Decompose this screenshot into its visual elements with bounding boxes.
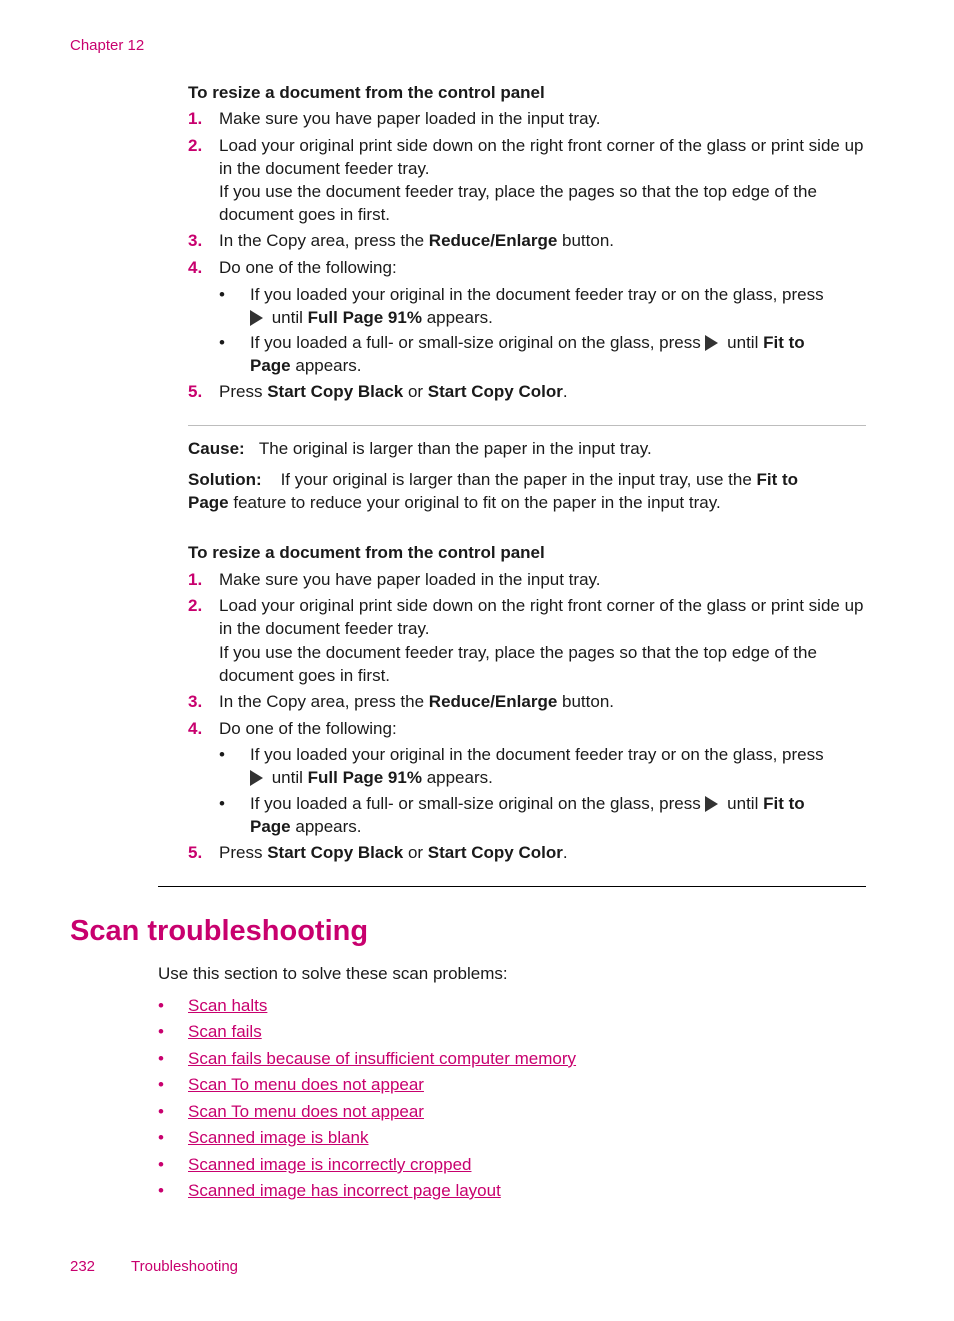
right-arrow-icon (250, 770, 263, 786)
step-text: Load your original print side down on the right front corner of the glass or print side up in the document feeder tray. (219, 136, 864, 178)
link-scan-to-menu-2[interactable]: Scan To menu does not appear (188, 1102, 424, 1121)
link-scan-fails-memory[interactable]: Scan fails because of insufficient computer memory (188, 1049, 577, 1068)
step-note: If you use the document feeder tray, place the pages so that the top edge of the document goes in first. (219, 182, 817, 224)
link-bullet: • (158, 1181, 164, 1200)
link-scan-halts[interactable]: Scan halts (188, 996, 268, 1015)
link-bullet: • (158, 996, 164, 1015)
link-bullet: • (158, 1128, 164, 1147)
step-number: 3. (188, 231, 203, 250)
right-arrow-icon (250, 310, 263, 326)
step-number: 1. (188, 570, 203, 589)
chapter-label: Chapter 12 (70, 37, 145, 54)
step-number: 4. (188, 258, 203, 277)
section-heading: To resize a document from the control panel (188, 83, 545, 102)
link-image-blank[interactable]: Scanned image is blank (188, 1128, 369, 1147)
footer-section: Troubleshooting (131, 1258, 239, 1275)
solution-text: Solution: If your original is larger than the paper in the input tray, use the Fit to Page feature to reduce your original to fit on the paper in the input tray. (188, 470, 799, 512)
step-number: 4. (188, 719, 203, 738)
link-bullet: • (158, 1049, 164, 1068)
step-text: In the Copy area, press the Reduce/Enlarge button. (219, 692, 615, 711)
bullet-dot: • (219, 333, 225, 352)
section-heading: To resize a document from the control panel (188, 543, 545, 562)
page-number: 232 (70, 1258, 96, 1275)
link-page-layout[interactable]: Scanned image has incorrect page layout (188, 1181, 501, 1200)
link-bullet: • (158, 1075, 164, 1094)
bullet-item: If you loaded your original in the document feeder tray or on the glass, press until Full Page 91% appears. (250, 285, 824, 327)
step-text: Make sure you have paper loaded in the input tray. (219, 570, 601, 589)
step-text: Load your original print side down on the right front corner of the glass or print side up in the document feeder tray. (219, 596, 864, 638)
step-number: 1. (188, 109, 203, 128)
page-title: Scan troubleshooting (70, 915, 369, 947)
section-divider (158, 886, 866, 887)
step-number: 5. (188, 382, 203, 401)
bullet-dot: • (219, 745, 225, 764)
bullet-item: If you loaded a full- or small-size original on the glass, press until Fit to Page appears. (250, 333, 805, 375)
right-arrow-icon (705, 796, 718, 812)
divider (188, 425, 866, 426)
cause-text: Cause: The original is larger than the paper in the input tray. (188, 439, 652, 458)
bullet-dot: • (219, 794, 225, 813)
step-number: 3. (188, 692, 203, 711)
link-scan-fails[interactable]: Scan fails (188, 1022, 262, 1041)
link-scan-to-menu-1[interactable]: Scan To menu does not appear (188, 1075, 424, 1094)
bullet-item: If you loaded your original in the document feeder tray or on the glass, press until Full Page 91% appears. (250, 745, 824, 787)
bullet-item: If you loaded a full- or small-size original on the glass, press until Fit to Page appears. (250, 794, 805, 836)
step-note: If you use the document feeder tray, place the pages so that the top edge of the document goes in first. (219, 643, 817, 685)
step-text: Make sure you have paper loaded in the input tray. (219, 109, 601, 128)
step-text: Do one of the following: (219, 719, 397, 738)
link-bullet: • (158, 1022, 164, 1041)
step-number: 2. (188, 596, 203, 615)
step-text: Do one of the following: (219, 258, 397, 277)
right-arrow-icon (705, 335, 718, 351)
step-text: Press Start Copy Black or Start Copy Color. (219, 382, 568, 401)
link-bullet: • (158, 1155, 164, 1174)
step-text: Press Start Copy Black or Start Copy Color. (219, 843, 568, 862)
step-text: In the Copy area, press the Reduce/Enlarge button. (219, 231, 615, 250)
step-number: 2. (188, 136, 203, 155)
step-number: 5. (188, 843, 203, 862)
intro-text: Use this section to solve these scan problems: (158, 964, 508, 983)
link-image-cropped[interactable]: Scanned image is incorrectly cropped (188, 1155, 472, 1174)
link-bullet: • (158, 1102, 164, 1121)
bullet-dot: • (219, 285, 225, 304)
